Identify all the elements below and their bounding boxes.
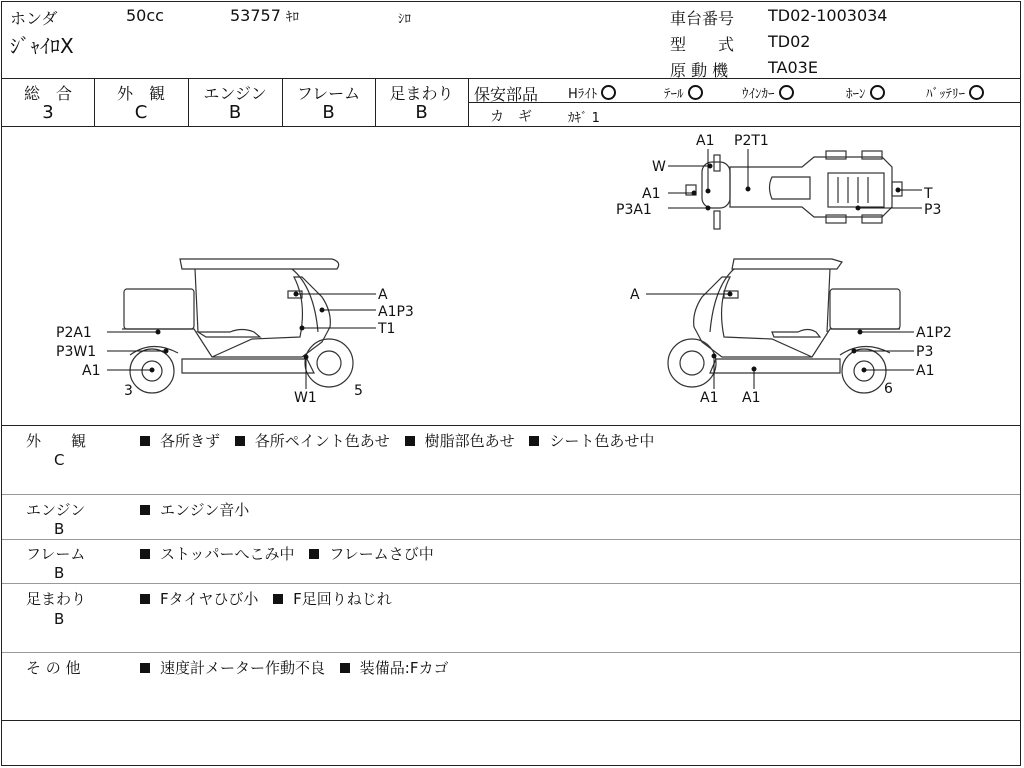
note-suspension-head: 足まわり xyxy=(26,590,87,608)
type-label: 型 式 xyxy=(670,35,735,54)
label-a1-bottom: A1 xyxy=(700,390,719,406)
label-w1: W1 xyxy=(294,390,317,406)
safety-horn xyxy=(846,83,885,102)
note-item: ストッパーへこみ中 xyxy=(160,545,295,563)
winker-label: ｳｲﾝｶｰ xyxy=(742,87,775,102)
suspension-grade: B xyxy=(415,102,428,123)
bullet-square-icon xyxy=(309,549,319,559)
note-item: エンジン音小 xyxy=(160,501,250,519)
label-p2t1: P2T1 xyxy=(734,133,769,149)
note-item: フレームさび中 xyxy=(329,545,434,563)
bullet-square-icon xyxy=(140,663,150,673)
note-item: Fタイヤひび小 xyxy=(160,590,259,608)
note-exterior-grade: C xyxy=(54,451,65,469)
battery-label: ﾊﾞｯﾃﾘｰ xyxy=(926,87,965,102)
note-exterior-items xyxy=(140,430,654,451)
divider xyxy=(2,583,1020,584)
key-label: カ ギ xyxy=(490,109,532,125)
label-a: A xyxy=(378,287,388,303)
bullet-square-icon xyxy=(140,594,150,604)
ok-circle-icon xyxy=(779,85,794,100)
note-item: 樹脂部色あせ xyxy=(424,432,515,450)
label-t1: T1 xyxy=(378,321,396,337)
label-a1-bottom: A1 xyxy=(742,390,761,406)
model-name: ｼﾞｬｲﾛX xyxy=(10,34,74,58)
note-engine-items xyxy=(140,499,249,520)
note-other-head: そ の 他 xyxy=(26,659,81,677)
frame-grade: B xyxy=(322,102,335,123)
suspension-label: 足まわり xyxy=(389,84,454,103)
divider xyxy=(2,494,1020,495)
label-a: A xyxy=(630,287,640,303)
tail-label: ﾃｰﾙ xyxy=(664,87,684,102)
type-value: TD02 xyxy=(768,32,811,51)
divider xyxy=(2,720,1020,721)
frame-label: フレーム xyxy=(296,84,361,103)
note-exterior-head: 外 観 xyxy=(26,432,87,450)
label-a1: A1 xyxy=(82,363,101,379)
engine-model-value: TA03E xyxy=(768,58,818,77)
label-p2a1: P2A1 xyxy=(56,325,92,341)
safety-battery xyxy=(926,83,984,102)
label-front-num: 5 xyxy=(354,383,363,399)
ok-circle-icon xyxy=(688,85,703,100)
bullet-square-icon xyxy=(529,436,539,446)
note-item: 装備品:Fカゴ xyxy=(359,659,449,677)
mileage-unit: ｷﾛ xyxy=(286,10,299,25)
divider xyxy=(2,425,1020,426)
ok-circle-icon xyxy=(870,85,885,100)
safety-headlight xyxy=(568,83,616,102)
engine-grade: B xyxy=(228,102,242,123)
label-a1-mid: A1 xyxy=(642,186,661,202)
bullet-square-icon xyxy=(140,505,150,515)
headlight-label: Hﾗｲﾄ xyxy=(568,87,598,102)
note-suspension-items xyxy=(140,588,392,609)
note-engine-grade: B xyxy=(54,520,65,538)
total-label: 総 合 xyxy=(23,84,72,103)
label-p3: P3 xyxy=(924,202,942,218)
note-frame-grade: B xyxy=(54,564,65,582)
maker: ホンダ xyxy=(10,9,58,28)
safety-winker xyxy=(742,83,794,102)
bullet-square-icon xyxy=(405,436,415,446)
damage-diagram xyxy=(2,127,1020,425)
engine-label: エンジン xyxy=(203,84,267,103)
note-item: 各所きず xyxy=(160,432,221,450)
divider xyxy=(2,539,1020,540)
label-a1p2: A1P2 xyxy=(916,325,952,341)
total-grade: 3 xyxy=(42,102,54,123)
bullet-square-icon xyxy=(140,549,150,559)
color: ｼﾛ xyxy=(398,12,411,27)
note-item: 速度計メーター作動不良 xyxy=(160,659,326,677)
label-w: W xyxy=(652,159,666,175)
note-engine-head: エンジン xyxy=(26,501,86,519)
top-view-scooter xyxy=(686,151,902,229)
note-frame-items xyxy=(140,543,434,564)
note-frame-head: フレーム xyxy=(26,545,86,563)
ok-circle-icon xyxy=(969,85,984,100)
label-p3: P3 xyxy=(916,344,934,360)
label-a1p3: A1P3 xyxy=(378,304,414,320)
label-t: T xyxy=(924,186,933,202)
note-other-items xyxy=(140,657,448,678)
bullet-square-icon xyxy=(273,594,283,604)
label-rear-num: 6 xyxy=(884,381,893,397)
note-suspension-grade: B xyxy=(54,610,65,628)
divider xyxy=(2,652,1020,653)
safety-tail xyxy=(664,83,703,102)
ok-circle-icon xyxy=(601,85,616,100)
exterior-grade: C xyxy=(134,102,148,123)
bullet-square-icon xyxy=(140,436,150,446)
label-a1-top: A1 xyxy=(696,133,715,149)
engine-model-label: 原 動 機 xyxy=(670,61,729,80)
frame-no-label: 車台番号 xyxy=(670,9,735,28)
mileage xyxy=(230,6,299,25)
frame-no: TD02-1003034 xyxy=(768,6,888,25)
horn-label: ﾎｰﾝ xyxy=(846,87,866,102)
inspection-sheet xyxy=(1,1,1021,766)
divider xyxy=(2,78,1020,79)
displacement: 50cc xyxy=(126,6,164,25)
exterior-label: 外 観 xyxy=(116,84,165,103)
label-p3a1: P3A1 xyxy=(616,202,652,218)
key-value: ｶｷﾞ 1 xyxy=(568,111,600,126)
divider xyxy=(468,102,1020,103)
left-view-scooter xyxy=(122,259,353,393)
note-item: 各所ペイント色あせ xyxy=(254,432,390,450)
note-item: シート色あせ中 xyxy=(549,432,655,450)
right-view-scooter xyxy=(668,259,900,393)
mileage-value: 53757 xyxy=(230,6,281,25)
label-rear-num: 3 xyxy=(124,383,133,399)
bullet-square-icon xyxy=(340,663,350,673)
bullet-square-icon xyxy=(235,436,245,446)
label-p3w1: P3W1 xyxy=(56,344,97,360)
safety-label: 保安部品 xyxy=(474,85,539,104)
label-a1: A1 xyxy=(916,363,935,379)
note-item: F足回りねじれ xyxy=(293,590,392,608)
